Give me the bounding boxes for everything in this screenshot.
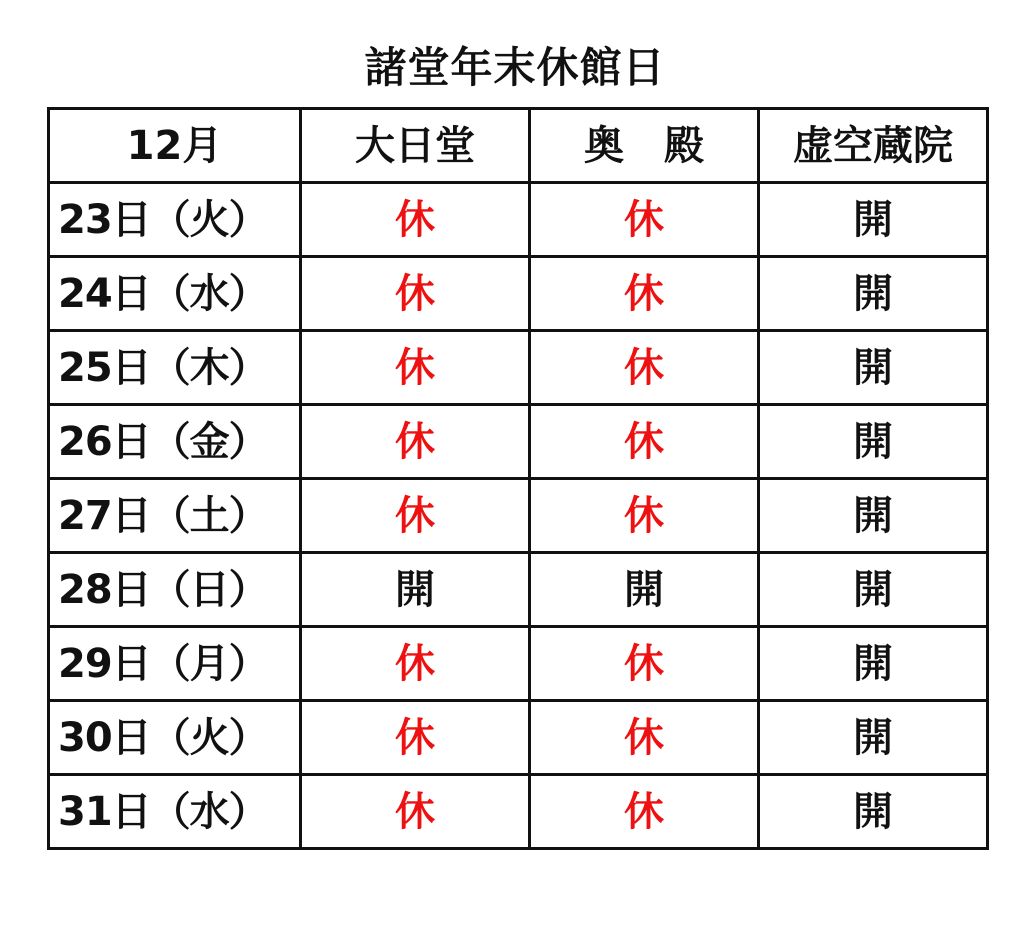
status-kokuzoin: 開	[759, 183, 988, 257]
status-dainichido: 休	[301, 627, 530, 701]
header-row	[49, 109, 988, 183]
row-date: 31日（水）	[49, 775, 301, 849]
status-dainichido: 休	[301, 775, 530, 849]
row-date: 30日（火）	[49, 701, 301, 775]
table-row	[49, 257, 988, 331]
status-okuden: 休	[530, 701, 759, 775]
status-kokuzoin: 開	[759, 405, 988, 479]
status-okuden: 休	[530, 183, 759, 257]
status-okuden: 休	[530, 775, 759, 849]
row-date: 27日（土）	[49, 479, 301, 553]
status-kokuzoin: 開	[759, 775, 988, 849]
table-row	[49, 627, 988, 701]
page-title: 諸堂年末休館日	[364, 43, 666, 92]
row-date: 23日（火）	[49, 183, 301, 257]
status-dainichido: 開	[301, 553, 530, 627]
row-date: 25日（木）	[49, 331, 301, 405]
table-row	[49, 405, 988, 479]
status-dainichido: 休	[301, 183, 530, 257]
status-okuden: 休	[530, 627, 759, 701]
status-dainichido: 休	[301, 257, 530, 331]
status-kokuzoin: 開	[759, 627, 988, 701]
status-kokuzoin: 開	[759, 553, 988, 627]
status-okuden: 休	[530, 479, 759, 553]
table-row	[49, 701, 988, 775]
status-dainichido: 休	[301, 701, 530, 775]
status-dainichido: 休	[301, 405, 530, 479]
status-kokuzoin: 開	[759, 257, 988, 331]
row-date: 29日（月）	[49, 627, 301, 701]
table-row	[49, 331, 988, 405]
status-okuden: 休	[530, 257, 759, 331]
header-okuden: 奥 殿	[530, 109, 759, 183]
status-dainichido: 休	[301, 479, 530, 553]
closure-table	[47, 107, 989, 850]
status-okuden: 休	[530, 331, 759, 405]
table-row	[49, 775, 988, 849]
table-row	[49, 479, 988, 553]
status-kokuzoin: 開	[759, 479, 988, 553]
status-kokuzoin: 開	[759, 331, 988, 405]
status-okuden: 休	[530, 405, 759, 479]
row-date: 26日（金）	[49, 405, 301, 479]
row-date: 24日（水）	[49, 257, 301, 331]
header-dainichido: 大日堂	[301, 109, 530, 183]
status-okuden: 開	[530, 553, 759, 627]
header-month: 12月	[49, 109, 301, 183]
header-kokuzoin: 虚空蔵院	[759, 109, 988, 183]
table-row	[49, 553, 988, 627]
status-kokuzoin: 開	[759, 701, 988, 775]
table-row	[49, 183, 988, 257]
row-date: 28日（日）	[49, 553, 301, 627]
status-dainichido: 休	[301, 331, 530, 405]
